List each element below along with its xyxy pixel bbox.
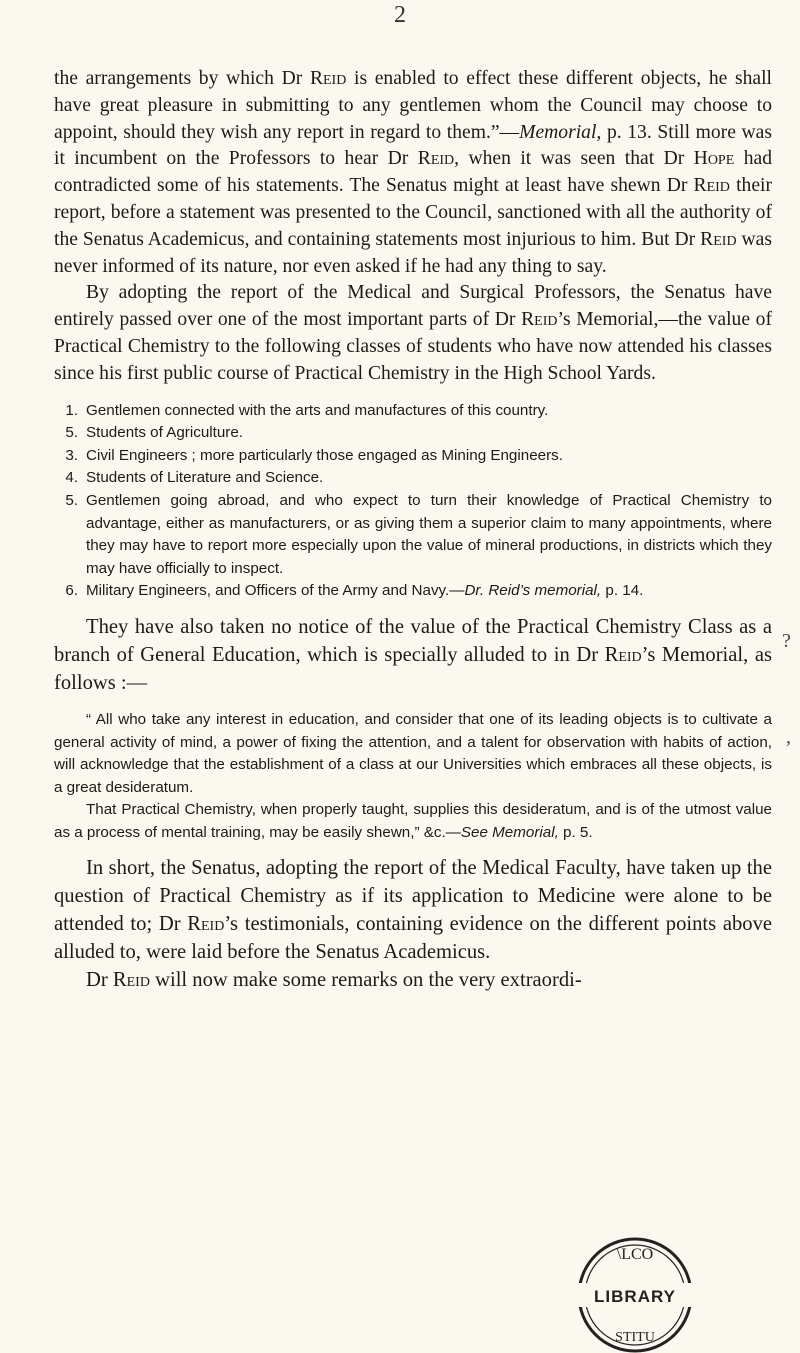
list-number: 1. <box>65 401 78 419</box>
text-run: ’s Memorial,—the value of Practical Chemistry to the following classes of students who have now attended his classes since his first public course of Practical Chemistry in the High School Yards. <box>54 309 772 384</box>
text-run: ’s testimonials, containing evidence on the different points above alluded to, were laid before the Senatus Academicus. <box>54 913 773 964</box>
margin-mark: ? <box>782 630 791 652</box>
block-quote <box>54 709 772 845</box>
stamp-middle-text: LIBRARY <box>594 1287 676 1306</box>
text-run: their report, before a statement was presented to the Council, sanctioned with all the authority of the Senatus Academicus, and containing statements most injurious to him. But Dr <box>54 175 772 250</box>
name-reid: Reid <box>604 643 642 666</box>
body-text <box>54 66 772 994</box>
list-item <box>54 490 772 580</box>
quote-paragraph: “ All who take any interest in education, and consider that one of its leading objects is to cultivate a general activity of mind, a power of fixing the attention, and a talent for observation with habits of action, will acknowledge that the establishment of a class at our Universities which embraces all these objects, is a great desideratum. <box>54 710 772 796</box>
name-reid: Reid <box>417 148 455 170</box>
list-text: Gentlemen connected with the arts and manufactures of this country. <box>86 401 549 419</box>
list-number: 3. <box>65 446 78 464</box>
name-reid: Reid <box>693 175 730 197</box>
paragraph-2 <box>54 280 772 387</box>
text-run: p. 13. Still more was it incumbent on the Professors to hear Dr <box>54 121 772 170</box>
student-classes-list <box>54 400 772 603</box>
citation: Memorial, <box>519 121 602 143</box>
stamp-top-text: \LCO <box>616 1246 654 1263</box>
list-text: Students of Agriculture. <box>86 424 244 442</box>
text-run: ’s Memorial, as follows :— <box>54 643 772 694</box>
list-number: 4. <box>65 469 78 487</box>
paragraph-5 <box>54 966 772 994</box>
paragraph-3 <box>54 613 772 697</box>
list-item <box>54 422 772 445</box>
list-text: Gentlemen going abroad, and who expect to turn their knowledge of Practical Chemistry to advantage, either as manufacturers, or as giving them a superior claim to many appointments, where they may have to report more especially upon the value of mineral productions, in districts which they may have officially to inspect. <box>86 491 772 577</box>
paragraph-4 <box>54 854 772 966</box>
citation: Dr. Reid’s memorial, <box>464 582 602 600</box>
stamp-bottom-text: STITU <box>615 1330 655 1345</box>
paragraph-1 <box>54 66 772 280</box>
list-number: 6. <box>65 582 78 600</box>
text-run: , when it was seen that Dr <box>454 148 694 170</box>
margin-mark: , <box>786 726 791 748</box>
list-item <box>54 467 772 490</box>
name-reid: Reid <box>187 913 225 936</box>
text-run: By adopting the report of the Medical and Surgical Professors, the Senatus have entirely passed over one of the most important parts of Dr <box>54 282 772 331</box>
name-reid: Reid <box>309 68 347 89</box>
name-hope: Hope <box>693 148 735 170</box>
name-reid: Reid <box>700 228 737 250</box>
list-item <box>54 400 772 423</box>
text-run: p. 14. <box>601 582 644 600</box>
list-item <box>54 580 772 603</box>
text-run: That Practical Chemistry, when properly taught, supplies this desideratum, and is of the utmost value as a process of mental training, may be easily shewn,” &c.— <box>54 801 772 841</box>
quote-paragraph <box>54 799 772 844</box>
text-run: Military Engineers, and Officers of the Army and Navy.— <box>86 582 465 600</box>
page-number: 2 <box>394 2 406 28</box>
list-item <box>54 445 772 468</box>
text-run: had contradicted some of his statements. The Senatus might at least have shewn Dr <box>54 148 772 197</box>
list-number: 5. <box>65 491 78 509</box>
citation: See Memorial, <box>460 823 559 841</box>
list-text: Civil Engineers ; more particularly those engaged as Mining Engineers. <box>86 446 563 464</box>
name-reid: Reid <box>112 969 150 992</box>
list-text <box>86 580 772 603</box>
library-stamp <box>555 1225 715 1353</box>
text-run: the arrangements by which Dr <box>54 68 310 89</box>
text-run: p. 5. <box>558 823 593 841</box>
text-run: was never informed of its nature, nor even asked if he had any thing to say. <box>54 228 772 277</box>
text-run: will now make some remarks on the very extraordi- <box>149 969 582 992</box>
text-run: In short, the Senatus, adopting the report of the Medical Faculty, have taken up the question of Practical Chemistry as if its application to Medicine were alone to be attended to; Dr <box>54 857 772 936</box>
name-reid: Reid <box>521 309 558 331</box>
text-run: is enabled to effect these different objects, he shall have great pleasure in submitting to any gentlemen whom the Council may choose to appoint, should they wish any report in regard to them.”— <box>54 68 772 143</box>
text-run: They have also taken no notice of the value of the Practical Chemistry Class as a branch of General Education, which is specially alluded to in Dr <box>54 615 772 666</box>
list-text: Students of Literature and Science. <box>86 469 324 487</box>
list-number: 5. <box>65 424 78 442</box>
text-run: Dr <box>86 969 113 992</box>
